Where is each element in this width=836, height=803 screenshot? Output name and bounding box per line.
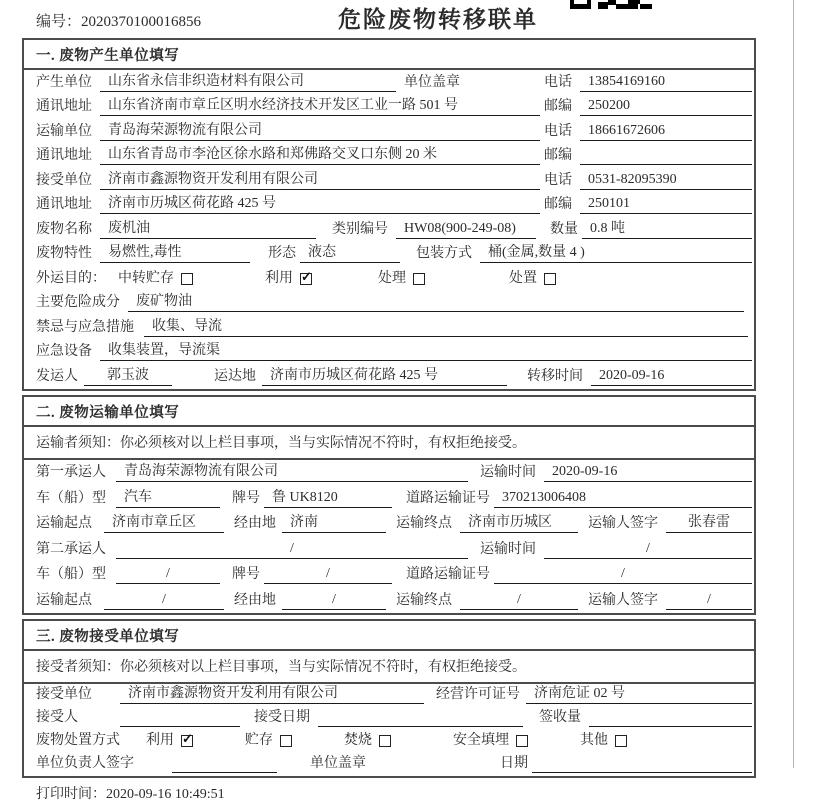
- field-carrier1-time: 2020-09-16: [544, 463, 752, 482]
- destination-label: 运达地: [214, 368, 256, 384]
- row-recipient: [24, 707, 754, 730]
- field-destination: 济南市历城区荷花路 425 号: [262, 367, 507, 386]
- qr-code-remnant: [570, 0, 652, 9]
- via-label: 经由地: [234, 592, 276, 608]
- quantity-label: 数量: [550, 221, 578, 237]
- field-end1: 济南市历城区: [460, 514, 578, 533]
- field-plate2: /: [264, 565, 392, 584]
- field-permit-number: 济南危证 02 号: [526, 685, 752, 704]
- address-label: 通讯地址: [36, 148, 92, 163]
- field-packaging: 桶(金属,数量 4 ): [480, 244, 752, 263]
- field-carrier2-name: /: [116, 540, 468, 559]
- section-receiver: [22, 619, 756, 778]
- field-via1: 济南: [282, 514, 386, 533]
- field-carrier2-time: /: [544, 540, 752, 559]
- row-vehicle1: [24, 485, 754, 511]
- unit-seal-label: 单位盖章: [310, 755, 366, 771]
- receiver-notice: 接受者须知：你必须核对以上栏目事项，当与实际情况不符时，有权拒绝接受。: [24, 651, 754, 684]
- transporter-label: 运输单位: [36, 123, 92, 139]
- carrier2-label: 第二承运人: [36, 541, 106, 557]
- field-sign2: /: [666, 591, 752, 610]
- equipment-label: 应急设备: [36, 344, 92, 359]
- disposal-label: 废物处置方式: [36, 732, 120, 748]
- field-receive-date: [318, 709, 523, 727]
- recipient-label: 接受人: [36, 709, 78, 725]
- field-receiving-unit: 济南市鑫源物资开发利用有限公司: [120, 685, 424, 704]
- zip-label: 邮编: [544, 197, 572, 212]
- print-time-value: 2020-09-16 10:49:51: [106, 786, 225, 802]
- field-producer-name: 山东省永信非织造材料有限公司: [100, 73, 396, 92]
- field-producer-phone: 13854169160: [580, 73, 752, 92]
- zip-label: 邮编: [544, 99, 572, 114]
- disposal-option-storage: 贮存: [245, 732, 273, 748]
- taboo-label: 禁忌与应急措施: [36, 319, 134, 335]
- transport-time-label: 运输时间: [480, 541, 536, 557]
- field-producer-zip: 250200: [580, 97, 752, 116]
- field-receiver-address: 济南市历城区荷花路 425 号: [100, 195, 540, 214]
- purpose-option-use: 利用: [265, 270, 293, 286]
- serial-value: 2020370100016856: [81, 14, 202, 30]
- field-category-code: HW08(900-249-08): [396, 220, 536, 239]
- row-carrier2: [24, 536, 754, 562]
- receiving-unit-label: 接受单位: [36, 686, 92, 702]
- field-seal-date: [532, 755, 752, 773]
- waste-name-label: 废物名称: [36, 221, 92, 237]
- field-plate1: 鲁 UK8120: [264, 489, 392, 508]
- checkbox-disposal-other-icon: [615, 735, 627, 747]
- zip-label: 邮编: [544, 148, 572, 163]
- field-characteristics: 易燃性,毒性: [100, 244, 250, 263]
- received-amount-label: 签收量: [539, 709, 581, 725]
- vehicle-label: 车（船）型: [36, 490, 106, 506]
- end-label: 运输终点: [396, 592, 452, 608]
- page-right-border: [793, 0, 794, 768]
- row-producer: [24, 70, 754, 95]
- field-vehicle2-type: /: [116, 565, 220, 584]
- field-sign1: 张春雷: [666, 514, 752, 533]
- via-label: 经由地: [234, 516, 276, 531]
- row-hazard-components: [24, 291, 754, 316]
- row-shipper: [24, 364, 754, 389]
- field-emergency-measures: 收集、导流: [144, 318, 748, 337]
- field-receiver-name: 济南市鑫源物资开发利用有限公司: [100, 171, 540, 190]
- disposal-option-incinerate: 焚烧: [344, 732, 372, 748]
- row-emergency-measures: [24, 315, 754, 340]
- responsible-sign-label: 单位负责人签字: [36, 755, 134, 771]
- field-producer-address: 山东省济南市章丘区明水经济技术开发区工业一路 501 号: [100, 97, 540, 116]
- permit-label: 经营许可证号: [436, 686, 520, 702]
- vehicle-label: 车（船）型: [36, 567, 106, 582]
- carrier1-label: 第一承运人: [36, 465, 106, 480]
- field-shipper: 郭玉波: [84, 367, 172, 386]
- transfer-time-label: 转移时间: [527, 368, 583, 384]
- section3-heading: 三. 废物接受单位填写: [24, 621, 754, 651]
- field-via2: /: [282, 591, 386, 610]
- field-form: 液态: [300, 244, 400, 263]
- shipper-label: 发运人: [36, 368, 78, 384]
- disposal-option-landfill: 安全填埋: [453, 732, 509, 748]
- disposal-option-other: 其他: [580, 732, 608, 748]
- address-label: 通讯地址: [36, 99, 92, 114]
- field-vehicle1-type: 汽车: [116, 489, 220, 508]
- purpose-option-dispose: 处置: [509, 270, 537, 286]
- receive-date-label: 接受日期: [254, 709, 310, 725]
- transport-time-label: 运输时间: [480, 465, 536, 480]
- row-route2: [24, 587, 754, 613]
- road-license-label: 道路运输证号: [406, 567, 490, 582]
- document-header: [0, 0, 796, 38]
- field-responsible-signature: [172, 755, 277, 773]
- category-label: 类别编号: [332, 221, 388, 237]
- road-license-label: 道路运输证号: [406, 490, 490, 506]
- plate-label: 牌号: [232, 490, 260, 506]
- checkbox-treat-icon: [413, 273, 425, 285]
- field-transporter-address: 山东省青岛市李沧区徐水路和郑佛路交叉口东侧 20 米: [100, 146, 540, 165]
- field-waste-name: 废机油: [100, 220, 316, 239]
- field-recipient: [120, 709, 240, 727]
- field-hazard-components: 废矿物油: [128, 293, 744, 312]
- carrier-sign-label: 运输人签字: [588, 592, 658, 608]
- checkbox-transfer-storage-icon: [181, 273, 193, 285]
- disposal-option-use: 利用: [146, 732, 174, 748]
- row-transporter-address: [24, 144, 754, 169]
- field-transporter-phone: 18661672606: [580, 122, 752, 141]
- row-receiving-unit: [24, 684, 754, 707]
- field-origin2: /: [104, 591, 224, 610]
- characteristics-label: 废物特性: [36, 246, 92, 261]
- form-label: 形态: [268, 246, 296, 261]
- section2-heading: 二. 废物运输单位填写: [24, 397, 754, 427]
- origin-label: 运输起点: [36, 516, 92, 531]
- transporter-notice: 运输者须知：你必须核对以上栏目事项，当与实际情况不符时，有权拒绝接受。: [24, 427, 754, 460]
- phone-label: 电话: [544, 74, 572, 90]
- field-carrier1-name: 青岛海荣源物流有限公司: [116, 463, 468, 482]
- packaging-label: 包装方式: [416, 246, 472, 261]
- section1-heading: 一. 废物产生单位填写: [24, 40, 754, 70]
- phone-label: 电话: [544, 123, 572, 139]
- row-emergency-equipment: [24, 340, 754, 365]
- purpose-label: 外运目的：: [36, 270, 106, 286]
- field-license1: 370213006408: [494, 489, 752, 508]
- row-producer-address: [24, 95, 754, 120]
- hazard-label: 主要危险成分: [36, 295, 120, 310]
- field-end2: /: [460, 591, 578, 610]
- row-transport-purpose: [24, 266, 754, 291]
- row-receiver-address: [24, 193, 754, 218]
- field-quantity: 0.8 吨: [582, 220, 752, 239]
- print-time-label: 打印时间：: [36, 786, 106, 802]
- row-carrier1: [24, 460, 754, 486]
- seal-label: 单位盖章: [404, 74, 460, 90]
- producer-label: 产生单位: [36, 74, 92, 90]
- row-vehicle2: [24, 562, 754, 588]
- field-origin1: 济南市章丘区: [104, 514, 224, 533]
- address-label: 通讯地址: [36, 197, 92, 212]
- seal-date-label: 日期: [500, 755, 528, 771]
- row-route1: [24, 511, 754, 537]
- receiver-label: 接受单位: [36, 172, 92, 188]
- field-license2: /: [494, 565, 752, 584]
- field-received-amount: [589, 709, 752, 727]
- field-receiver-phone: 0531-82095390: [580, 171, 752, 190]
- purpose-option-transfer-storage: 中转贮存: [118, 270, 174, 286]
- purpose-option-treat: 处理: [378, 270, 406, 286]
- row-responsible-signature: [24, 753, 754, 776]
- print-time: [36, 783, 796, 803]
- field-transporter-name: 青岛海荣源物流有限公司: [100, 122, 540, 141]
- carrier-sign-label: 运输人签字: [588, 516, 658, 531]
- row-disposal-method: [24, 730, 754, 753]
- checkbox-disposal-landfill-icon: [516, 735, 528, 747]
- field-receiver-zip: 250101: [580, 195, 752, 214]
- row-waste-characteristics: [24, 242, 754, 267]
- row-receiver: [24, 168, 754, 193]
- phone-label: 电话: [544, 172, 572, 188]
- row-transporter: [24, 119, 754, 144]
- end-label: 运输终点: [396, 516, 452, 531]
- checkbox-disposal-use-icon: [181, 735, 193, 747]
- origin-label: 运输起点: [36, 592, 92, 608]
- field-emergency-equipment: 收集装置，导流渠: [100, 342, 752, 361]
- section-producer: [22, 38, 756, 391]
- plate-label: 牌号: [232, 567, 260, 582]
- field-transfer-time: 2020-09-16: [591, 367, 752, 386]
- row-waste-name: [24, 217, 754, 242]
- checkbox-dispose-icon: [544, 273, 556, 285]
- serial-label: 编号：: [36, 14, 82, 30]
- checkbox-use-icon: [300, 273, 312, 285]
- page-title: 危险废物转移联单: [338, 7, 538, 32]
- field-transporter-zip: [580, 147, 752, 165]
- checkbox-disposal-incinerate-icon: [379, 735, 391, 747]
- checkbox-disposal-storage-icon: [280, 735, 292, 747]
- section-transporter: [22, 395, 756, 615]
